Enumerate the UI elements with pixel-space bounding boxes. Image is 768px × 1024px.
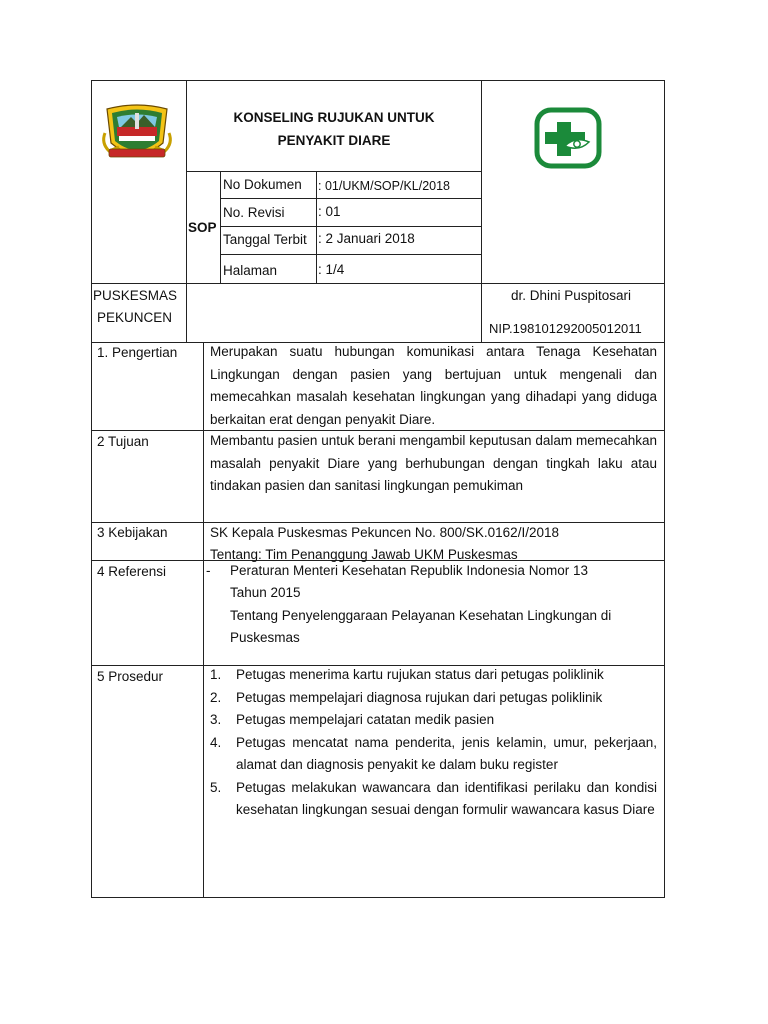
prosedur-step-number: 1. (210, 667, 222, 682)
prosedur-step-text: Petugas melakukan wawancara dan identifikasi perilaku dan kondisi kesehatan lingkungan sesuai dengan formulir wawancara kasus Diare (236, 779, 657, 817)
regional-emblem-icon (99, 103, 175, 161)
prosedur-step-text: Petugas menerima kartu rujukan status dari petugas poliklinik (236, 667, 604, 682)
section-text-pengertian: Merupakan suatu hubungan komunikasi antara Tenaga Kesehatan Lingkungan dengan pasien yang bertujuan untuk mengenali dan memecahkan masalah kesehatan lingkungan yang dihadapi yang diduga berkaitan erat dengan penyakit Diare. (210, 344, 657, 427)
referensi-line-3: Tentang Penyelenggaraan Pelayanan Kesehatan Lingkungan di (230, 608, 612, 623)
divider-after-tujuan (91, 522, 665, 523)
puskesmas-logo (529, 106, 607, 170)
meta-value-no-revisi: : 01 (318, 204, 341, 219)
meta-label-no-revisi: No. Revisi (223, 205, 285, 220)
referensi-line-4: Puskesmas (230, 630, 300, 645)
divider-meta-row1 (220, 198, 481, 199)
prosedur-step-number: 4. (210, 734, 222, 750)
divider-org-right (481, 283, 482, 342)
document-title (187, 106, 481, 152)
prosedur-step (210, 664, 657, 687)
divider-meta-colon (316, 171, 317, 283)
divider-meta-row2 (220, 226, 481, 227)
meta-value-halaman: : 1/4 (318, 262, 345, 277)
org-line-2: PEKUNCEN (97, 310, 173, 325)
sop-label: SOP (188, 220, 217, 235)
prosedur-step-text: Petugas mencatat nama penderita, jenis kelamin, umur, pekerjaan, alamat dan diagnosis penyakit ke dalam buku register (236, 734, 657, 772)
prosedur-list (210, 664, 657, 822)
meta-value-no-dokumen: : 01/UKM/SOP/KL/2018 (318, 179, 451, 193)
divider-sop-label (220, 171, 221, 283)
divider-logo-right (481, 80, 482, 283)
divider-title-bottom (186, 171, 481, 172)
divider-org-left (186, 283, 187, 342)
meta-label-no-dokumen: No Dokumen (223, 177, 302, 192)
prosedur-step (210, 709, 657, 732)
kebijakan-line-1: SK Kepala Puskesmas Pekuncen No. 800/SK.0162/I/2018 (210, 525, 559, 540)
referensi-line-2: Tahun 2015 (230, 585, 301, 600)
section-label-prosedur: 5 Prosedur (97, 669, 164, 684)
signer-nip: NIP.198101292005012011 (489, 321, 642, 336)
referensi-line-1: Peraturan Menteri Kesehatan Republik Indonesia Nomor 13 (230, 563, 588, 578)
divider-meta-row3 (220, 254, 481, 255)
org-line-1: PUSKESMAS (93, 288, 178, 303)
prosedur-step (210, 687, 657, 710)
signer-name: dr. Dhini Puspitosari (511, 288, 632, 303)
prosedur-step (210, 777, 657, 822)
title-line-1: KONSELING RUJUKAN UNTUK (233, 110, 435, 125)
divider-header-bottom (91, 283, 665, 284)
regional-emblem-logo (99, 103, 175, 161)
divider-body-label-column (203, 342, 204, 898)
prosedur-step-number: 3. (210, 712, 222, 727)
meta-label-tanggal-terbit: Tanggal Terbit (223, 232, 307, 247)
prosedur-step-number: 2. (210, 689, 222, 705)
referensi-bullet: - (206, 563, 211, 578)
prosedur-step-text: Petugas mempelajari catatan medik pasien (236, 712, 495, 727)
prosedur-step (210, 732, 657, 777)
section-text-tujuan: Membantu pasien untuk berani mengambil keputusan dalam memecahkan masalah penyakit Diare yang berhubungan dengan tingkah laku atau tindakan pasien dan sanitasi lingkungan pemukiman (210, 433, 657, 493)
section-label-kebijakan: 3 Kebijakan (97, 525, 168, 540)
kebijakan-line-2: Tentang: Tim Penanggung Jawab UKM Puskesmas (210, 547, 518, 562)
section-label-tujuan: 2 Tujuan (97, 434, 149, 449)
section-label-pengertian: 1. Pengertian (97, 345, 178, 360)
meta-value-tanggal-terbit: : 2 Januari 2018 (318, 231, 415, 246)
puskesmas-cross-icon (529, 106, 607, 170)
title-line-2: PENYAKIT DIARE (277, 133, 391, 148)
prosedur-step-text: Petugas mempelajari diagnosa rujukan dari petugas poliklinik (236, 689, 603, 705)
meta-label-halaman: Halaman (223, 263, 278, 278)
section-label-referensi: 4 Referensi (97, 564, 167, 579)
prosedur-step-number: 5. (210, 779, 222, 795)
